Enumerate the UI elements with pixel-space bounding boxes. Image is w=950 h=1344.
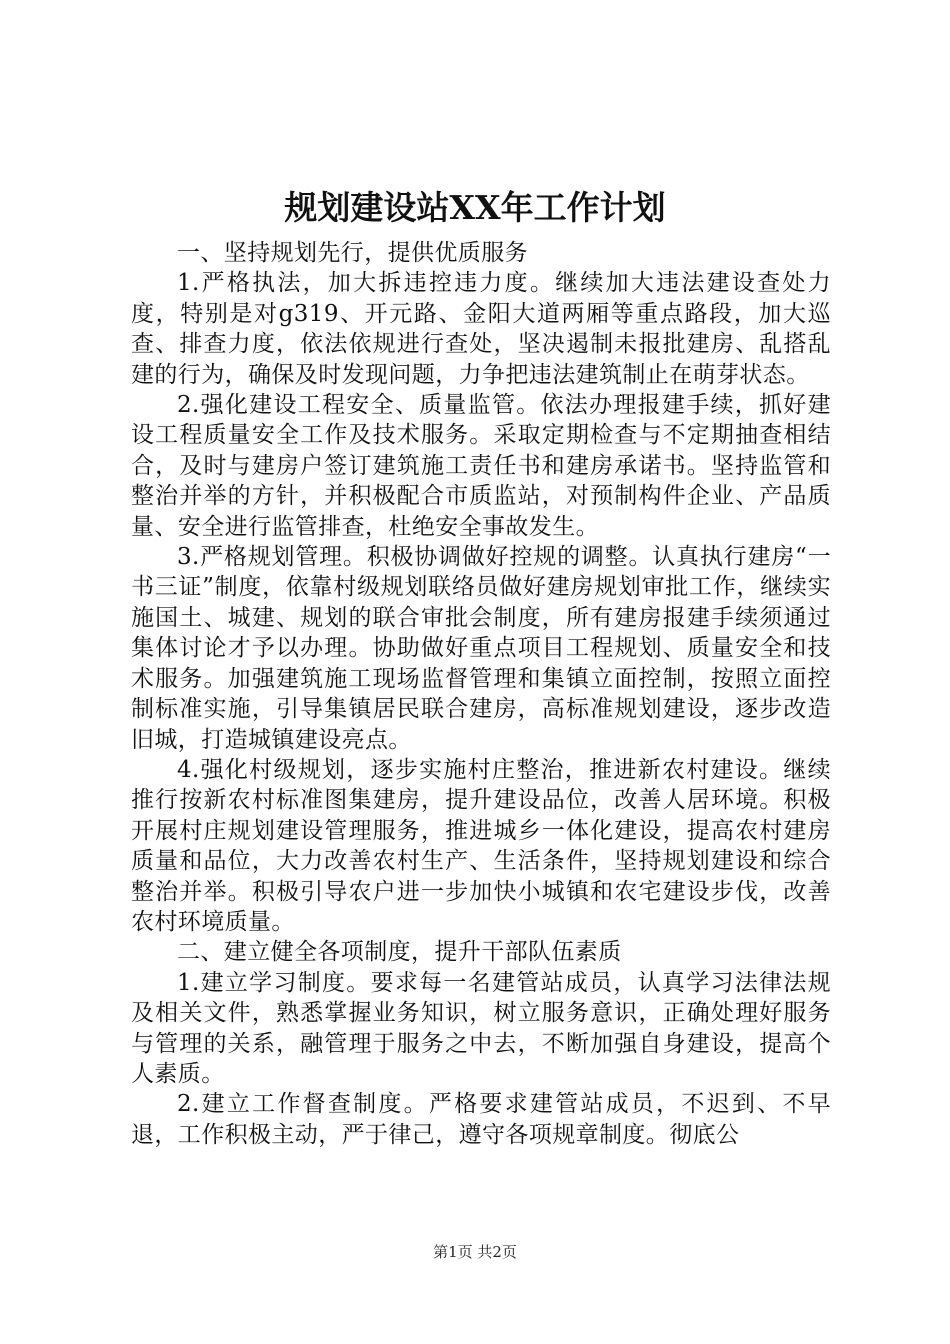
document-body — [131, 238, 831, 1150]
paragraph-1-4: 4.强化村级规划，逐步实施村庄整治，推进新农村建设。继续推行按新农村标准图集建房，提升建设品位，改善人居环境。积极开展村庄规划建设管理服务，推进城乡一体化建设，提高农村建房质量和品位，大力改善农村生产、生活条件，坚持规划建设和综合整治并举。积极引导农户进一步加快小城镇和农宅建设步伐，改善农村环境质量。 — [131, 756, 831, 935]
section-heading-1: 一、坚持规划先行，提供优质服务 — [177, 240, 528, 266]
page-number-footer: 第1页 共2页 — [433, 1243, 517, 1261]
paragraph-1-2: 2.强化建设工程安全、质量监管。依法办理报建手续，抓好建设工程质量安全工作及技术服务。采取定期检查与不定期抽查相结合，及时与建房户签订建筑施工责任书和建房承诺书。坚持监管和整治并举的方针，并积极配合市质监站，对预制构件企业、产品质量、安全进行监管排查，杜绝安全事故发生。 — [131, 392, 831, 540]
paragraph-2-1: 1.建立学习制度。要求每一名建管站成员，认真学习法律法规及相关文件，熟悉掌握业务知识，树立服务意识，正确处理好服务与管理的关系，融管理于服务之中去，不断加强自身建设，提高个人素质。 — [131, 969, 831, 1087]
paragraph-1-1: 1.严格执法，加大拆违控违力度。继续加大违法建设查处力度，特别是对g319、开元路、金阳大道两厢等重点路段，加大巡查、排查力度，依法依规进行查处，坚决遏制未报批建房、乱搭乱建的行为，确保及时发现问题，力争把违法建筑制止在萌芽状态。 — [131, 270, 831, 388]
paragraph-2-2: 2.建立工作督查制度。严格要求建管站成员，不迟到、不早退，工作积极主动，严于律己，遵守各项规章制度。彻底公 — [131, 1091, 831, 1148]
document-title: 规划建设站XX年工作计划 — [284, 188, 666, 227]
paragraph-1-3: 3.严格规划管理。积极协调做好控规的调整。认真执行建房“一书三证”制度，依靠村级规划联络员做好建房规划审批工作，继续实施国土、城建、规划的联合审批会制度，所有建房报建手续须通过集体讨论才予以办理。协助做好重点项目工程规划、质量安全和技术服务。加强建筑施工现场监督管理和集镇立面控制，按照立面控制标准实施，引导集镇居民联合建房，高标准规划建设，逐步改造旧城，打造城镇建设亮点。 — [131, 544, 831, 753]
section-heading-2: 二、建立健全各项制度，提升干部队伍素质 — [177, 939, 622, 966]
